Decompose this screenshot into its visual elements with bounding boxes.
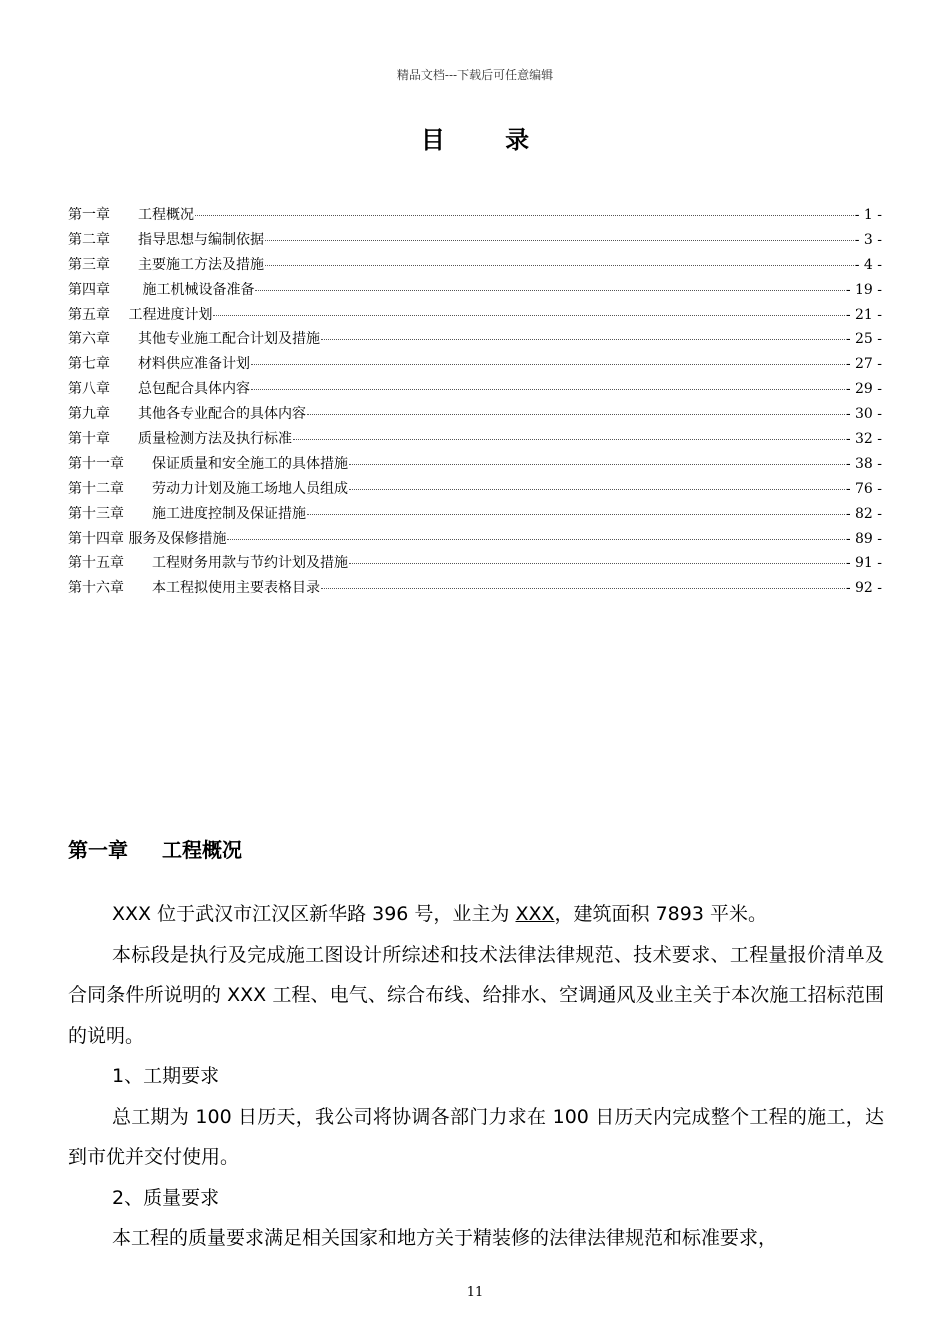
toc-entry[interactable] xyxy=(68,477,882,502)
toc-entry-page: - 4 - xyxy=(854,256,882,273)
paragraph-quality: 本工程的质量要求满足相关国家和地方关于精装修的法律法律规范和标准要求， xyxy=(112,1227,778,1249)
toc-dot-leader xyxy=(251,389,845,390)
toc-entry[interactable] xyxy=(68,527,882,552)
toc-entry-page: - 91 - xyxy=(845,555,882,572)
paragraph-text: XXX 位于武汉市江汉区新华路 396 号，业主为 xyxy=(112,903,516,925)
toc-dot-leader xyxy=(265,240,854,241)
toc-entry-label: 第八章 总包配合具体内容 xyxy=(68,381,250,398)
chapter-body xyxy=(68,894,884,1259)
toc-entry[interactable] xyxy=(68,303,882,328)
toc-entry-page: - 38 - xyxy=(845,455,882,472)
toc-entry[interactable] xyxy=(68,278,882,303)
toc-entry-page: - 32 - xyxy=(845,431,882,448)
paragraph-scope: 本标段是执行及完成施工图设计所综述和技术法律法律规范、技术要求、工程量报价清单及合同条件所说明的 XXX 工程、电气、综合布线、给排水、空调通风及业主关于本次施工招标范围的说明。 xyxy=(68,943,884,1047)
toc-entry-label: 第二章 指导思想与编制依据 xyxy=(68,231,264,248)
toc-entry-label: 第七章 材料供应准备计划 xyxy=(68,356,250,373)
owner-name: XXX xyxy=(515,903,555,925)
toc-entry-page: - 27 - xyxy=(845,356,882,373)
toc-entry[interactable] xyxy=(68,502,882,527)
toc-entry-label: 第三章 主要施工方法及措施 xyxy=(68,256,264,273)
toc-entry-page: - 29 - xyxy=(845,381,882,398)
toc-entry-label: 第九章 其他各专业配合的具体内容 xyxy=(68,406,306,423)
toc-dot-leader xyxy=(227,539,844,540)
toc-dot-leader xyxy=(307,414,845,415)
toc-entry-page: - 82 - xyxy=(845,505,882,522)
toc-entry-page: - 25 - xyxy=(845,331,882,348)
toc-entry-page: - 76 - xyxy=(845,480,882,497)
toc-entry[interactable] xyxy=(68,352,882,377)
subheading-quality: 2、质量要求 xyxy=(112,1186,220,1209)
toc-entry-page: - 1 - xyxy=(854,207,882,223)
subheading-schedule: 1、工期要求 xyxy=(112,1065,220,1087)
toc-entry[interactable] xyxy=(68,427,882,452)
toc-entry[interactable] xyxy=(68,377,882,402)
toc-dot-leader xyxy=(251,364,845,365)
toc-entry-label: 第十四章 服务及保修措施 xyxy=(68,530,227,547)
toc-title: 目 录 xyxy=(420,126,556,154)
toc-entry-page: - 92 - xyxy=(845,580,882,597)
toc-dot-leader xyxy=(321,588,845,589)
toc-entry-label: 第十章 质量检测方法及执行标准 xyxy=(68,431,292,448)
toc-dot-leader xyxy=(321,339,845,340)
chapter-title: 工程概况 xyxy=(162,838,242,862)
toc-dot-leader xyxy=(349,489,845,490)
toc-entry-label: 第十二章 劳动力计划及施工场地人员组成 xyxy=(68,480,348,497)
toc-entry[interactable] xyxy=(68,452,882,477)
paragraph-text: ，建筑面积 7893 平米。 xyxy=(554,903,767,925)
toc-dot-leader xyxy=(349,563,845,564)
toc-entry-label: 第十一章 保证质量和安全施工的具体措施 xyxy=(68,455,348,472)
toc-entry-label: 第十六章 本工程拟使用主要表格目录 xyxy=(68,580,320,597)
toc-dot-leader xyxy=(293,439,845,440)
page-header-note: 精品文档---下载后可任意编辑 xyxy=(396,68,554,82)
paragraph-schedule: 总工期为 100 日历天，我公司将协调各部门力求在 100 日历天内完成整个工程的施工，达到市优并交付使用。 xyxy=(68,1105,884,1168)
toc-entry-label: 第六章 其他专业施工配合计划及措施 xyxy=(68,331,320,348)
table-of-contents xyxy=(68,203,882,601)
toc-entry-page: - 30 - xyxy=(845,406,882,423)
toc-dot-leader xyxy=(349,464,845,465)
toc-entry[interactable] xyxy=(68,551,882,576)
toc-entry-page: - 21 - xyxy=(845,306,882,323)
chapter-number: 第一章 xyxy=(68,838,128,862)
toc-entry[interactable] xyxy=(68,576,882,601)
toc-entry-label: 第十三章 施工进度控制及保证措施 xyxy=(68,505,306,522)
page-number: 11 xyxy=(466,1285,484,1300)
toc-dot-leader xyxy=(213,315,844,316)
toc-entry[interactable] xyxy=(68,327,882,352)
paragraph-location xyxy=(68,894,884,935)
toc-dot-leader xyxy=(307,514,845,515)
toc-dot-leader xyxy=(195,215,854,216)
toc-entry-label: 第五章 工程进度计划 xyxy=(68,306,213,323)
toc-dot-leader xyxy=(265,265,854,266)
toc-entry-label: 第一章 工程概况 xyxy=(68,207,194,223)
chapter-heading xyxy=(68,834,242,863)
toc-entry[interactable] xyxy=(68,402,882,427)
toc-entry-label: 第四章 施工机械设备准备 xyxy=(68,281,255,298)
toc-entry-page: - 89 - xyxy=(845,530,882,547)
toc-entry-page: - 19 - xyxy=(845,281,882,298)
toc-entry-page: - 3 - xyxy=(854,231,882,248)
toc-entry[interactable] xyxy=(68,203,882,228)
toc-entry[interactable] xyxy=(68,228,882,253)
toc-entry[interactable] xyxy=(68,253,882,278)
toc-entry-label: 第十五章 工程财务用款与节约计划及措施 xyxy=(68,555,348,572)
toc-dot-leader xyxy=(255,290,844,291)
